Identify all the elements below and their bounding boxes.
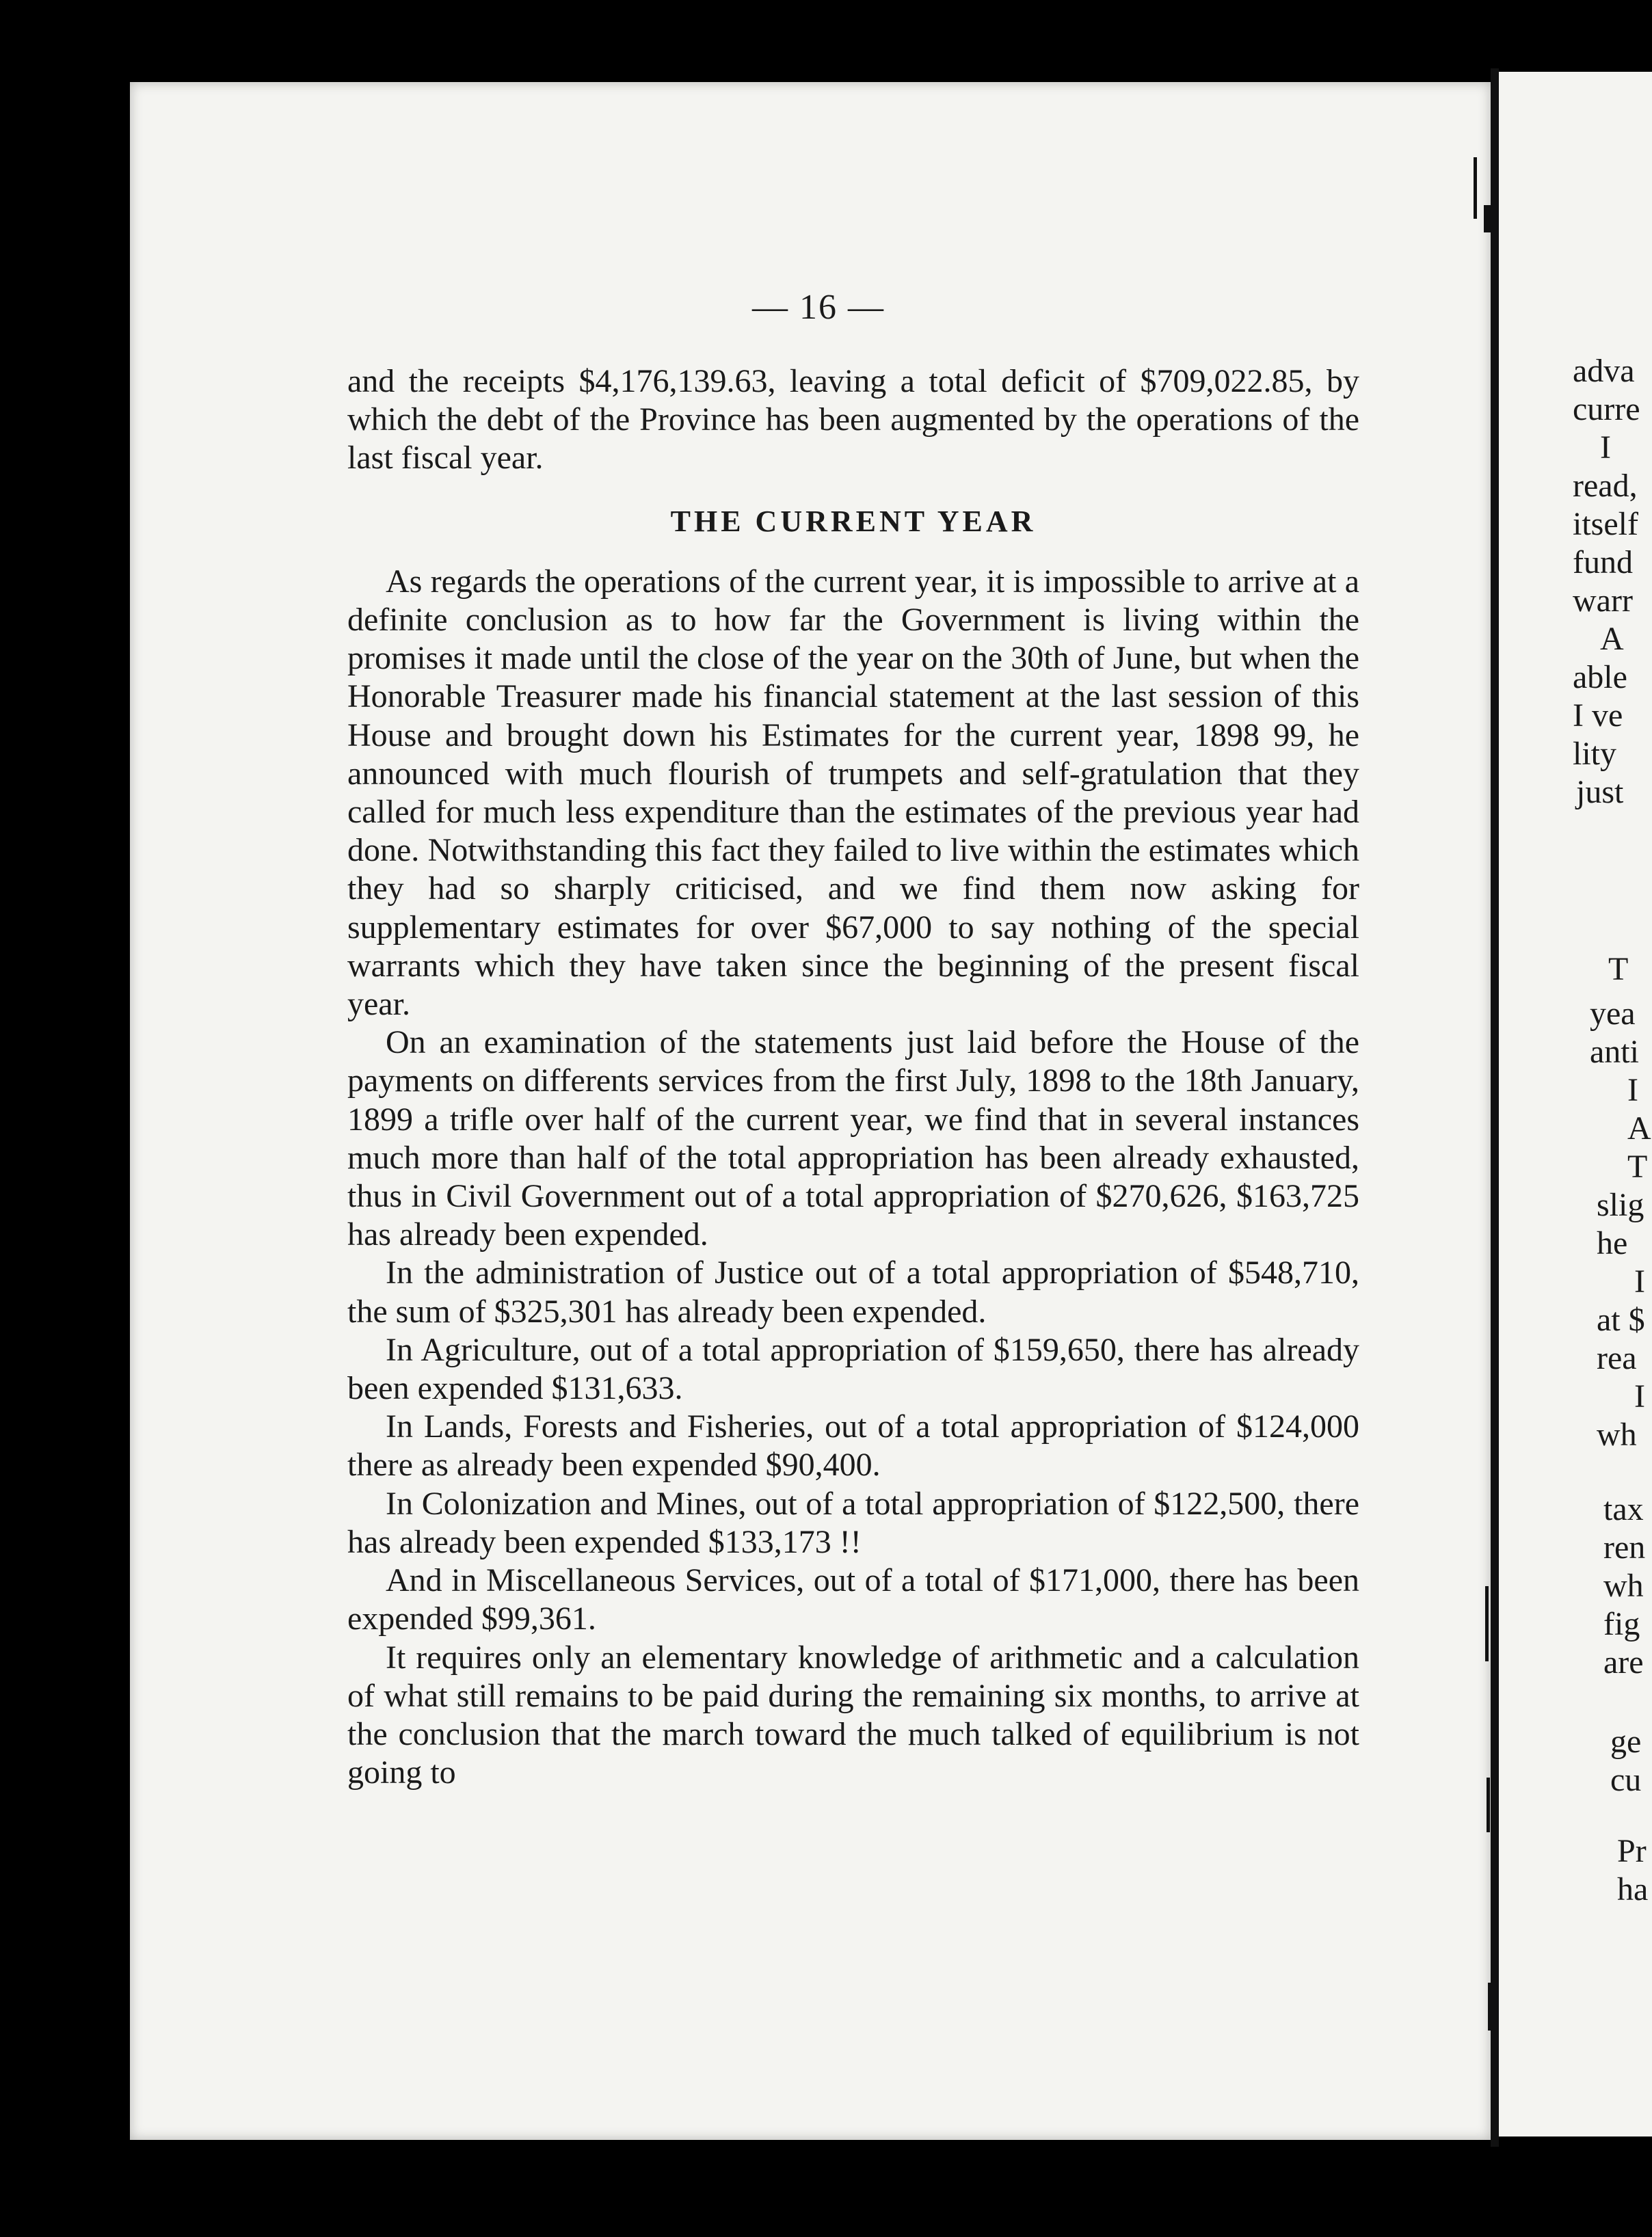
paragraph: And in Miscellaneous Services, out of a total of $171,000, there has been expended $99,361. xyxy=(347,1562,1359,1637)
facing-page-fragment: wh xyxy=(1603,1568,1644,1604)
facing-page-fragment: ren xyxy=(1603,1529,1646,1566)
facing-page-fragment: at $ xyxy=(1597,1302,1645,1338)
facing-page-fragment: I xyxy=(1627,1072,1638,1108)
paragraph: It requires only an elementary knowledge of arithmetic and a calculation of what still remains to be paid during the remaining six months, to arrive at the conclusion that the march toward the much talked of equilibrium is not going to xyxy=(347,1639,1359,1791)
facing-page-fragment: he xyxy=(1597,1225,1628,1261)
facing-page-fragment: I xyxy=(1634,1378,1645,1415)
paragraph: In the administration of Justice out of a total appropriation of $548,710, the sum of $325,301 has already been expended. xyxy=(347,1255,1359,1330)
facing-page-fragment: ha xyxy=(1617,1871,1649,1907)
paragraph: In Lands, Forests and Fisheries, out of a total appropriation of $124,000 there as already been expended $90,400. xyxy=(347,1408,1359,1484)
facing-page-fragment: yea xyxy=(1590,995,1636,1032)
facing-page-fragment: cu xyxy=(1610,1762,1642,1798)
facing-page-fragment: A xyxy=(1600,621,1624,657)
binding-mark xyxy=(1488,1983,1491,2031)
facing-page-fragment: T xyxy=(1627,1149,1648,1185)
facing-page-fragment: I xyxy=(1600,429,1611,466)
binding-mark xyxy=(1474,157,1477,219)
facing-page-fragment: A xyxy=(1627,1110,1651,1147)
facing-page-fragment: slig xyxy=(1597,1187,1644,1223)
binding-mark xyxy=(1485,1586,1489,1661)
paragraph: As regards the operations of the current year, it is impossible to arrive at a definite conclusion as to how far the Government is living within the promises it made until the close of the year on the 30th of June, but when the Honorable Treasurer made his financial statement at the last session of this House and brought down his Estimates for the current year, 1898 99, he announced with much flourish of trumpets and self-gratulation that they called for much less expenditure than the estimates of the previous year had done. Notwithstanding this fact they failed to live within the estimates which they had so sharply criticised, and we find them now asking for supplementary estimates for over $67,000 to say nothing of the special warrants which they have taken since the beginning of the present fiscal year. xyxy=(347,563,1359,1023)
page-gutter xyxy=(1491,68,1499,2147)
facing-page-fragment: Pr xyxy=(1617,1833,1647,1869)
facing-page-fragment: rea xyxy=(1597,1340,1637,1376)
facing-page-fragment: warr xyxy=(1573,582,1633,619)
facing-page-fragment: tax xyxy=(1603,1491,1644,1527)
opening-paragraph: and the receipts $4,176,139.63, leaving a total deficit of $709,022.85, by which the debt of the Province has been augmented by the operations of the last fiscal year. xyxy=(347,363,1359,477)
binding-mark xyxy=(1487,1778,1490,1832)
facing-page-fragment: T xyxy=(1608,951,1629,987)
facing-page-fragment: wh xyxy=(1597,1417,1637,1453)
facing-page-fragment: curre xyxy=(1573,391,1640,427)
facing-page-fragment: anti xyxy=(1590,1034,1639,1070)
facing-page-fragment: I ve xyxy=(1573,697,1623,734)
facing-page-fragment: read, xyxy=(1573,468,1638,504)
facing-page-fragment: are xyxy=(1603,1644,1644,1680)
facing-page-fragment: fund xyxy=(1573,544,1633,580)
section-heading: THE CURRENT YEAR xyxy=(670,504,1037,538)
facing-page-fragment: ge xyxy=(1610,1724,1642,1760)
facing-page-fragment: itself xyxy=(1573,506,1638,542)
body-text xyxy=(347,362,1359,1792)
paragraph: In Colonization and Mines, out of a total appropriation of $122,500, there has already been expended $133,173 !! xyxy=(347,1485,1359,1560)
facing-page-fragment: fig xyxy=(1603,1606,1640,1642)
facing-page-fragment: adva xyxy=(1573,353,1635,389)
facing-page-fragment: just xyxy=(1576,774,1624,810)
binding-mark xyxy=(1484,205,1491,232)
paragraph: In Agriculture, out of a total appropriation of $159,650, there has already been expended $131,633. xyxy=(347,1331,1359,1407)
facing-page-fragment: lity xyxy=(1573,736,1617,772)
paragraph: On an examination of the statements just laid before the House of the payments on differents services from the first July, 1898 to the 18th January, 1899 a trifle over half of the current year, we find that in several instances much more than half of the total appropriation has been already exhausted, thus in Civil Government out of a total appropriation of $270,626, $163,725 has already been expended. xyxy=(347,1024,1359,1253)
page-number: — 16 — xyxy=(752,288,885,327)
facing-page-fragment: I xyxy=(1634,1263,1645,1300)
facing-page-fragment: able xyxy=(1573,659,1627,695)
